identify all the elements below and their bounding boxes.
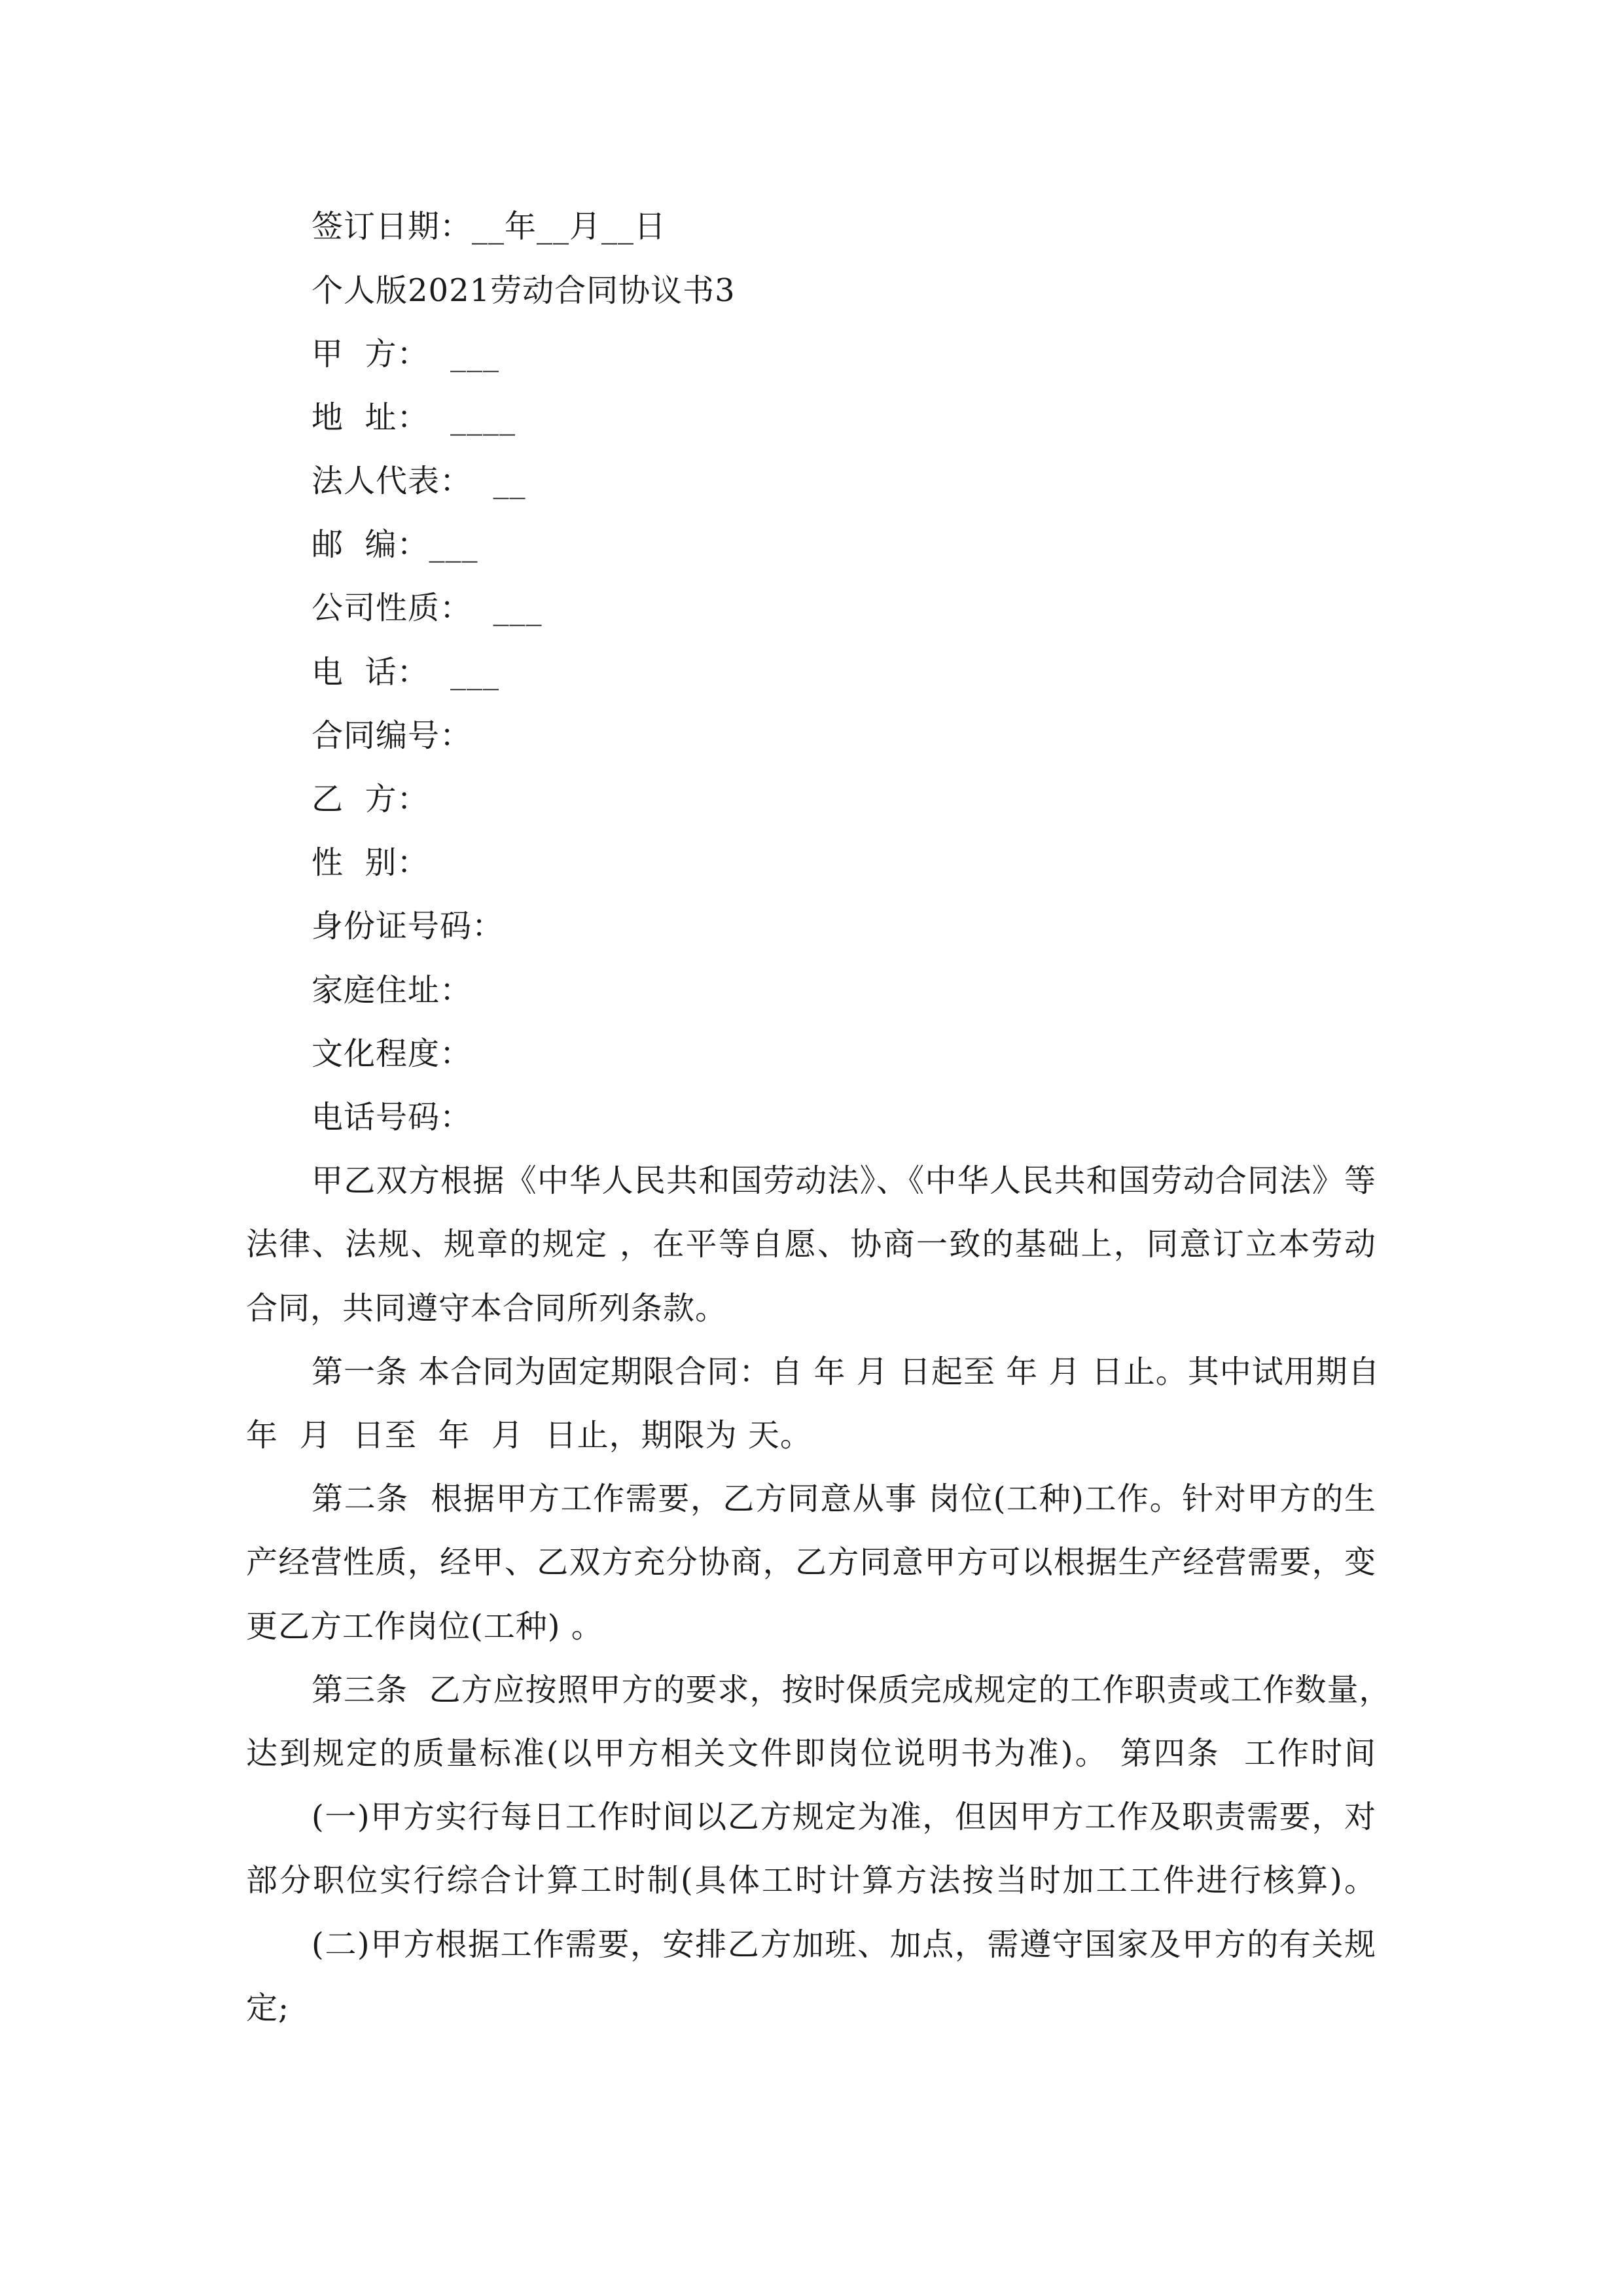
- party-a-phone-field: 电 话： ___: [312, 654, 500, 691]
- intro-paragraph-line-3: 合同，共同遵守本合同所列条款。: [246, 1290, 728, 1327]
- article-1-line-1: 第一条 本合同为固定期限合同：自 年 月 日起至 年 月 日止。其中试用期自: [312, 1354, 1380, 1390]
- article-1-line-2: 年 月 日至 年 月 日止，期限为 天。: [246, 1417, 812, 1454]
- intro-paragraph-line-2: 法律、法规、规章的规定 ，在平等自愿、协商一致的基础上，同意订立本劳动: [246, 1226, 1376, 1263]
- article-2-line-1: 第二条 根据甲方工作需要，乙方同意从事 岗位(工种)工作。针对甲方的生: [312, 1480, 1376, 1517]
- id-number-field: 身份证号码：: [312, 908, 505, 944]
- contract-number-field: 合同编号：: [312, 717, 473, 754]
- party-b-name-field: 乙 方：: [312, 781, 429, 817]
- article-4-item-2-line-2: 定;: [246, 1990, 290, 2026]
- legal-rep-field: 法人代表： __: [312, 463, 526, 499]
- party-a-name-field: 甲 方： ___: [312, 336, 500, 372]
- article-3-line-2: 达到规定的质量标准(以甲方相关文件即岗位说明书为准)。 第四条 工作时间: [246, 1735, 1376, 1772]
- document-title: 个人版2021劳动合同协议书3: [312, 272, 736, 309]
- intro-paragraph-line-1: 甲乙双方根据《中华人民共和国劳动法》、《中华人民共和国劳动合同法》等: [312, 1162, 1376, 1199]
- article-4-item-1-line-1: (一)甲方实行每日工作时间以乙方规定为准，但因甲方工作及职责需要，对: [312, 1799, 1376, 1835]
- party-b-phone-field: 电话号码：: [312, 1099, 473, 1136]
- postcode-field: 邮 编：___: [312, 526, 478, 563]
- signing-date: 签订日期：__年__月__日: [312, 208, 667, 245]
- article-2-line-3: 更乙方工作岗位(工种) 。: [246, 1608, 603, 1645]
- party-a-address-field: 地 址： ____: [312, 399, 516, 436]
- article-3-line-1: 第三条 乙方应按照甲方的要求，按时保质完成规定的工作职责或工作数量，: [312, 1672, 1391, 1708]
- company-type-field: 公司性质： ___: [312, 590, 543, 626]
- article-4-item-1-line-2: 部分职位实行综合计算工时制(具体工时计算方法按当时加工工件进行核算)。: [246, 1862, 1376, 1899]
- article-2-line-2: 产经营性质，经甲、乙双方充分协商，乙方同意甲方可以根据生产经营需要，变: [246, 1544, 1376, 1581]
- article-4-item-2-line-1: (二)甲方根据工作需要，安排乙方加班、加点，需遵守国家及甲方的有关规: [312, 1926, 1376, 1963]
- home-address-field: 家庭住址：: [312, 972, 473, 1009]
- education-field: 文化程度：: [312, 1035, 473, 1072]
- gender-field: 性 别：: [312, 844, 429, 881]
